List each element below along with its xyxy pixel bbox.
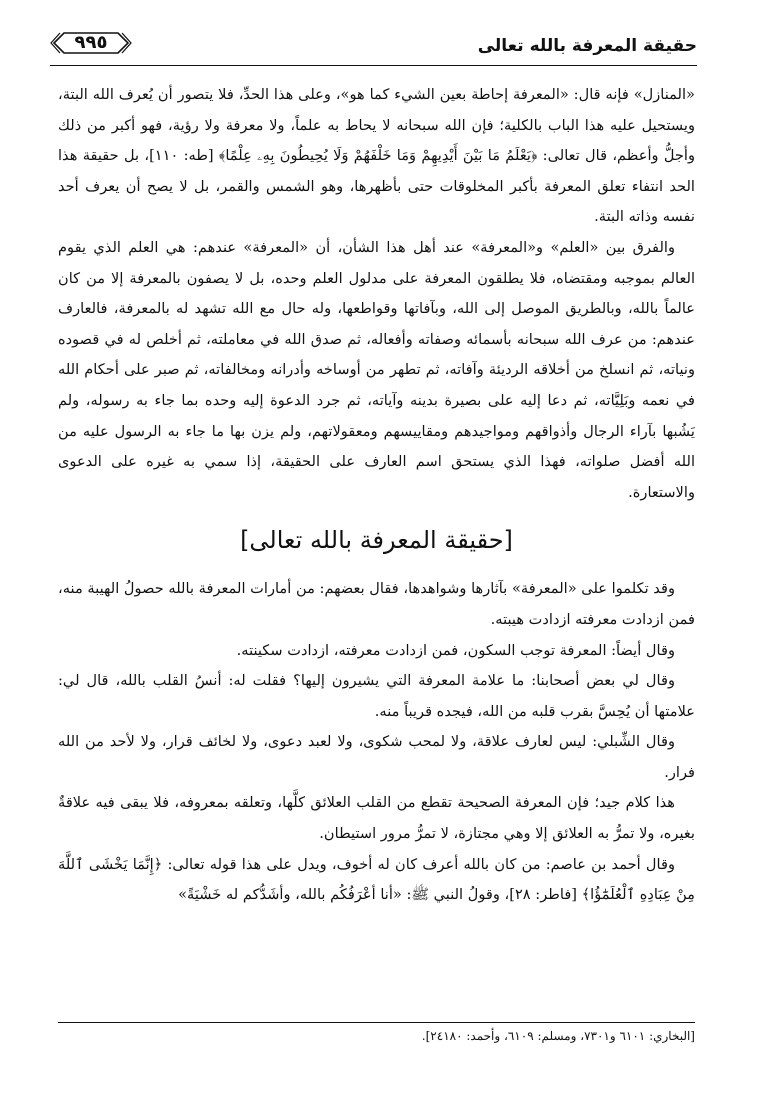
paragraph: وقال الشِّبلي: ليس لعارف علاقة، ولا لمحب شكوى، ولا لعبد دعوى، ولا لخائف قرار، ولا لأحد من الله فرار. <box>58 733 695 781</box>
page-number-badge <box>50 30 132 56</box>
paragraph: وقال أحمد بن عاصم: من كان بالله أعرف كان له أخوف، ويدل على هذا قوله تعالى: ﴿إِنَّمَا يَخْشَى ٱللَّهَ مِنْ عِبَادِهِ ٱلْعُلَمَٰٓؤُا﴾ [فاطر: ٢٨]، وقولُ النبي ﷺ: «أنا أعْرَفُكُم بالله، وأشَدُّكم له خَشْيَةً» <box>58 855 695 904</box>
footnote-divider <box>58 1022 695 1023</box>
main-text <box>58 80 695 911</box>
paragraph: والفرق بين «العلم» و«المعرفة» عند أهل هذا الشأن، أن «المعرفة» عندهم: هي العلم الذي يقوم العالم بموجبه ومقتضاه، فلا يطلقون المعرفة على مدلول العلم وحده، بل لا يصفون بالمعرفة إلا من كان عالماً بالله، وبالطريق الموصل إلى الله، وبآفاتها وقواطعها، وله حال مع الله تشهد له بالمعرفة، فالعارف عندهم: من عرف الله سبحانه بأسمائه وصفاته وأفعاله، ثم صدق الله في معاملته، ثم أخلص له في قصوده ونياته، ثم انسلخ من أخلاقه الرديئة وآفاته، ثم تطهر من أوساخه وأدرانه ومخالفاته، ثم صبر على أحكام الله في نعمه وبَلِيَّاته، ثم دعا إليه على بصيرة بدينه وآياته، ثم جرد الدعوة إليه وحده بما جاء به رسوله، ولم يَشُبها بآراء الرجال وأذواقهم ومواجيدهم ومقاييسهم ومعقولاتهم، ولم يزن بها ما جاء به الرسول عليه من الله أفضل صلواته، فهذا الذي يستحق اسم العارف على الحقيقة، إذا سمي به غيره على الدعوى والاستعارة. <box>58 238 696 501</box>
paragraph: هذا كلام جيد؛ فإن المعرفة الصحيحة تقطع من القلب العلائق كلَّها، وتعلقه بمعروفه، فلا يبقى فيه علاقةٌ بغيره، ولا تمرُّ به العلائق إلا وهي مجتازة، لا تمرُّ مرور استيطان. <box>58 794 695 843</box>
section-heading: [حقيقة المعرفة بالله تعالى] <box>240 526 513 555</box>
footnote: [البخاري: ٦١٠١ و٧٣٠١، ومسلم: ٦١٠٩، وأحمد: ٢٤١٨٠]. <box>421 1029 695 1043</box>
paragraph: وقال أيضاً: المعرفة توجب السكون، فمن ازدادت معرفته، ازدادت سكينته. <box>236 641 675 659</box>
paragraph: وقد تكلموا على «المعرفة» بآثارها وشواهدها، فقال بعضهم: من أمارات المعرفة بالله حصولُ الهيبة منه، فمن ازدادت معرفته ازدادت هيبته. <box>58 580 695 628</box>
paragraph: «المنازل» فإنه قال: «المعرفة إحاطة بعين الشيء كما هو»، وعلى هذا الحدِّ، فلا يتصور أن يُعرف الله البتة، ويستحيل عليه هذا الباب بالكلية؛ فإن الله سبحانه لا يحاط به علماً، ولا معرفة ولا رؤية، فهو أكبر من ذلك وأجلُّ وأعظم، قال تعالى: ﴿يَعْلَمُ مَا بَيْنَ أَيْدِيهِمْ وَمَا خَلْفَهُمْ وَلَا يُحِيطُونَ بِهِۦ عِلْمًا﴾ [طه: ١١٠]، بل حقيقة هذا الحد انتفاء تعلق المعرفة بأكبر المخلوقات حتى بأظهرها، وهو الشمس والقمر، بل لا يصح أن يعرف أحد نفسه وذاته البتة. <box>58 86 695 226</box>
page-header <box>50 30 697 64</box>
page-number: ٩٩٥ <box>74 32 108 53</box>
paragraph: وقال لي بعض أصحابنا: ما علامة المعرفة التي يشيرون إليها؟ فقلت له: أنسُ القلب بالله، قال لي: علامتها أن يُحِسَّ بقرب قلبه من الله، فيجده قريباً منه. <box>58 672 695 720</box>
running-title: حقيقة المعرفة بالله تعالى <box>477 36 697 56</box>
header-divider <box>50 65 697 66</box>
